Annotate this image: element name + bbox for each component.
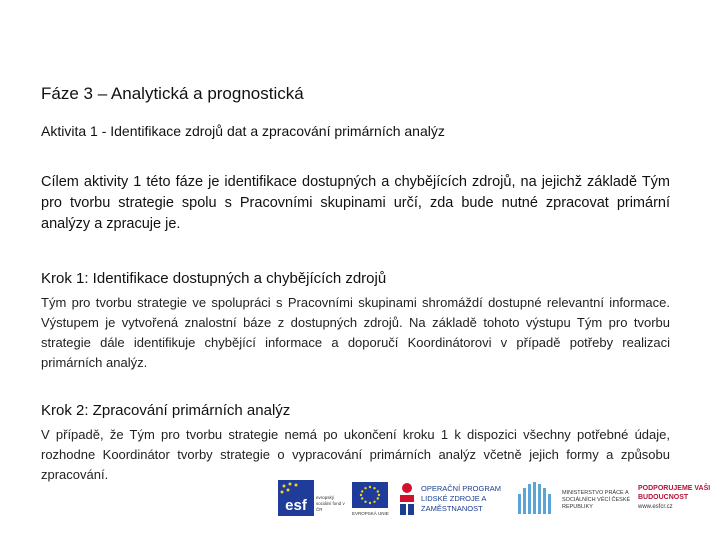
step2-title: Krok 2: Zpracování primárních analýz bbox=[41, 402, 291, 419]
intro-paragraph: Cílem aktivity 1 této fáze je identifikace dostupných a chybějících zdrojů, na jejichž základě Tým pro tvorbu strategie spolu s Pracovními skupinami určí, zda bude nutné zpracovat primární analýzy a zpracuje je. bbox=[41, 174, 670, 232]
eu-caption: EVROPSKÁ UNIE bbox=[352, 511, 389, 516]
op-program-icon bbox=[396, 482, 418, 516]
step1-body: Tým pro tvorbu strategie ve spolupráci s Pracovními skupinami shromáždí dostupné relevantní informace. Výstupem je vytvořená znalostní báze z dostupných zdrojů. Na základě tohoto výstupu Tým pro tvorbu strategie dále identifikuje chybějící informace a doporučí Koordinátorovi v případě potřeby realizaci primárních analýz. bbox=[41, 295, 670, 370]
mpsv-logo-icon bbox=[516, 480, 556, 516]
step2-body: V případě, že Tým pro tvorbu strategie nemá po ukončení kroku 1 k dispozici všechny potřebné údaje, rozhodne Koordinátor tvorby strategie o vypracování primárních analýz včetně jejich formy a způsobu zpracování. bbox=[41, 427, 670, 482]
op-program-text: OPERAČNÍ PROGRAM LIDSKÉ ZDROJE A ZAMĚSTNANOST bbox=[421, 484, 502, 513]
step1-title: Krok 1: Identifikace dostupných a chybějících zdrojů bbox=[41, 270, 387, 287]
support-slogan: PODPORUJEME VAŠI BUDOUCNOST bbox=[638, 485, 711, 501]
esf-logo-icon bbox=[278, 480, 314, 516]
activity-title: Aktivita 1 - Identifikace zdrojů dat a zpracování primárních analýz bbox=[41, 123, 445, 139]
footer-logos bbox=[278, 478, 720, 540]
esf-mark-text: esf bbox=[285, 497, 307, 514]
mpsv-text: MINISTERSTVO PRÁCE A SOCIÁLNÍCH VĚCÍ ČESKÉ REPUBLIKY bbox=[562, 490, 631, 510]
support-website: www.esfcr.cz bbox=[638, 504, 673, 510]
eu-flag-icon bbox=[352, 482, 388, 508]
phase-title: Fáze 3 – Analytická a prognostická bbox=[41, 84, 304, 103]
esf-caption: evropský sociální fond v ČR bbox=[316, 495, 345, 512]
